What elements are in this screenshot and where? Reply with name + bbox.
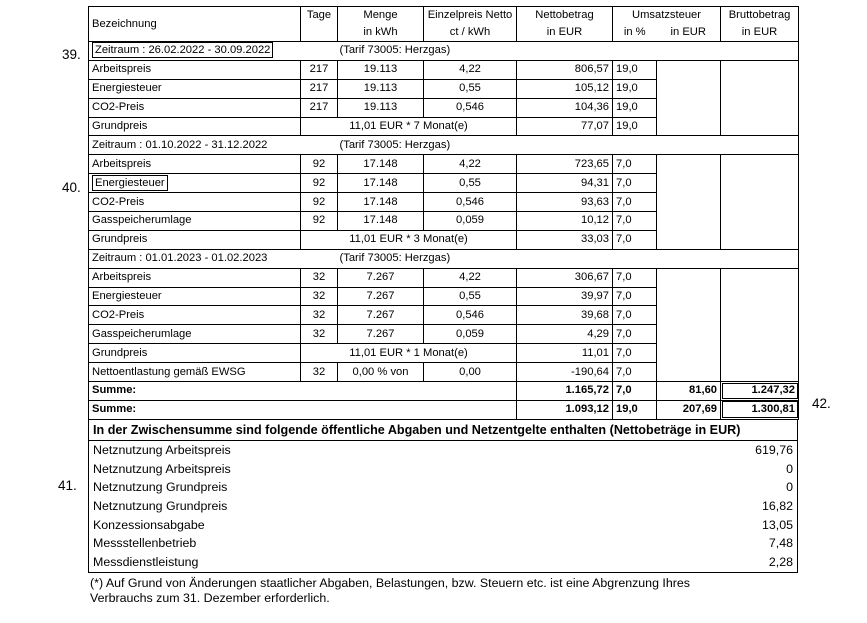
row-netto: 33,03 <box>517 230 613 249</box>
row-netto: 77,07 <box>517 117 613 136</box>
empty-cell <box>657 117 721 136</box>
row-ust: 19,0 <box>613 60 657 79</box>
list-item <box>89 497 797 516</box>
table-row <box>89 306 799 325</box>
row-menge: 7.267 <box>338 287 424 306</box>
header-ust-pct: in % <box>613 24 657 42</box>
row-preis: 4,22 <box>424 155 517 174</box>
row-preis: 0,546 <box>424 98 517 117</box>
summe-ust: 19,0 <box>613 400 657 419</box>
header-netto: Nettobetrag <box>517 7 613 25</box>
empty-cell <box>657 268 721 287</box>
row-netto: 104,36 <box>517 98 613 117</box>
marker-41: 41. <box>58 478 77 493</box>
grundpreis-row <box>89 117 799 136</box>
grundpreis-row <box>89 344 799 363</box>
empty-cell <box>657 306 721 325</box>
row-preis: 0,55 <box>424 79 517 98</box>
empty-cell <box>657 212 721 231</box>
empty-cell <box>657 155 721 174</box>
header-netto-unit: in EUR <box>517 24 613 42</box>
empty-cell <box>657 363 721 382</box>
row-ust: 7,0 <box>613 193 657 212</box>
row-tage: 92 <box>301 212 338 231</box>
row-netto: 11,01 <box>517 344 613 363</box>
abgabe-name: Konzessionsabgabe <box>93 517 205 532</box>
abgabe-value: 0 <box>786 461 793 476</box>
row-preis: 0,059 <box>424 325 517 344</box>
abgabe-value: 7,48 <box>768 536 793 551</box>
row-tage: 92 <box>301 155 338 174</box>
row-netto: 806,57 <box>517 60 613 79</box>
row-tage: 92 <box>301 174 338 193</box>
summe-label: Summe: <box>89 382 517 401</box>
period-tarif: (Tarif 73005: Herzgas) <box>301 136 799 155</box>
row-menge: 7.267 <box>338 325 424 344</box>
row-ust: 7,0 <box>613 363 657 382</box>
row-name: Energiesteuer <box>92 175 168 191</box>
row-ust: 7,0 <box>613 344 657 363</box>
row-tage: 92 <box>301 193 338 212</box>
footnote-line: (*) Auf Grund von Änderungen staatlicher Abgaben, Belastungen, bzw. Steuern etc. ist eine Abgrenzung Ihres <box>90 575 690 590</box>
header-einzelpreis: Einzelpreis Netto <box>424 7 517 25</box>
row-formel: 11,01 EUR * 7 Monat(e) <box>301 117 517 136</box>
empty-cell <box>721 287 799 306</box>
empty-cell <box>721 212 799 231</box>
row-menge: 7.267 <box>338 306 424 325</box>
row-name: Gasspeicherumlage <box>89 212 301 231</box>
row-ust: 7,0 <box>613 325 657 344</box>
table-row <box>89 155 799 174</box>
row-preis: 0,55 <box>424 287 517 306</box>
table-row <box>89 79 799 98</box>
summe-row <box>89 400 799 419</box>
row-name: Grundpreis <box>89 344 301 363</box>
row-tage: 217 <box>301 98 338 117</box>
abgabe-name: Messstellenbetrieb <box>93 536 197 551</box>
row-preis: 0,546 <box>424 193 517 212</box>
row-ust: 7,0 <box>613 230 657 249</box>
row-menge: 17.148 <box>338 174 424 193</box>
row-menge: 17.148 <box>338 155 424 174</box>
empty-cell <box>721 117 799 136</box>
empty-cell <box>657 98 721 117</box>
row-netto: 723,65 <box>517 155 613 174</box>
row-ust: 19,0 <box>613 79 657 98</box>
summe-brutto: 1.300,81 <box>721 400 799 419</box>
list-item <box>89 460 797 479</box>
empty-cell <box>721 193 799 212</box>
list-item <box>89 516 797 535</box>
row-netto: 4,29 <box>517 325 613 344</box>
abgabe-name: Netznutzung Grundpreis <box>93 498 228 513</box>
empty-cell <box>721 363 799 382</box>
row-menge: 0,00 % von <box>338 363 424 382</box>
row-netto: 39,97 <box>517 287 613 306</box>
row-tage: 32 <box>301 325 338 344</box>
abgabe-value: 13,05 <box>761 517 793 532</box>
table-row <box>89 325 799 344</box>
row-ust: 7,0 <box>613 174 657 193</box>
row-preis: 0,546 <box>424 306 517 325</box>
grundpreis-row <box>89 230 799 249</box>
row-tage: 32 <box>301 363 338 382</box>
period-zeitraum: Zeitraum : 01.01.2023 - 01.02.2023 <box>89 249 301 268</box>
list-item <box>89 478 797 497</box>
header-ust-eur: in EUR <box>657 24 721 42</box>
row-preis: 0,00 <box>424 363 517 382</box>
row-name: Nettoentlastung gemäß EWSG <box>89 363 301 382</box>
header-brutto-unit: in EUR <box>721 24 799 42</box>
row-netto: 94,31 <box>517 174 613 193</box>
empty-cell <box>721 79 799 98</box>
list-item <box>89 553 797 572</box>
row-tage: 217 <box>301 79 338 98</box>
row-name: Gasspeicherumlage <box>89 325 301 344</box>
marker-40: 40. <box>62 180 81 195</box>
table-row <box>89 193 799 212</box>
abgabe-name: Netznutzung Arbeitspreis <box>93 442 231 457</box>
marker-39: 39. <box>62 47 81 62</box>
empty-cell <box>721 174 799 193</box>
row-netto: 306,67 <box>517 268 613 287</box>
row-tage: 32 <box>301 306 338 325</box>
abgabe-value: 0 <box>786 480 793 495</box>
table-row <box>89 212 799 231</box>
table-row <box>89 287 799 306</box>
summe-ust: 7,0 <box>613 382 657 401</box>
invoice-sheet <box>88 6 798 606</box>
table-row <box>89 60 799 79</box>
row-netto: 105,12 <box>517 79 613 98</box>
empty-cell <box>657 230 721 249</box>
empty-cell <box>657 60 721 79</box>
empty-cell <box>721 268 799 287</box>
header-ust: Umsatzsteuer <box>613 7 721 25</box>
summe-brutto: 1.247,32 <box>721 382 799 401</box>
footnote-line: Verbrauchs zum 31. Dezember erforderlich. <box>90 590 330 605</box>
row-menge: 19.113 <box>338 79 424 98</box>
row-name: Arbeitspreis <box>89 155 301 174</box>
summe-ust-eur: 207,69 <box>657 400 721 419</box>
row-ust: 7,0 <box>613 212 657 231</box>
period-row <box>89 249 799 268</box>
empty-cell <box>721 60 799 79</box>
invoice-table <box>88 6 799 420</box>
period-zeitraum: Zeitraum : 01.10.2022 - 31.12.2022 <box>89 136 301 155</box>
row-menge: 17.148 <box>338 212 424 231</box>
summe-row <box>89 382 799 401</box>
header-bezeichnung: Bezeichnung <box>89 7 301 42</box>
row-menge: 17.148 <box>338 193 424 212</box>
row-ust: 7,0 <box>613 306 657 325</box>
row-preis: 0,55 <box>424 174 517 193</box>
header-einzelpreis-unit: ct / kWh <box>424 24 517 42</box>
abgabe-name: Netznutzung Arbeitspreis <box>93 461 231 476</box>
abgabe-name: Messdienstleistung <box>93 554 199 569</box>
empty-cell <box>721 306 799 325</box>
list-item <box>89 534 797 553</box>
summe-label: Summe: <box>89 400 517 419</box>
header-menge: Menge <box>338 7 424 25</box>
row-name: Grundpreis <box>89 230 301 249</box>
row-tage: 32 <box>301 268 338 287</box>
empty-cell <box>657 79 721 98</box>
row-tage: 32 <box>301 287 338 306</box>
row-menge: 19.113 <box>338 98 424 117</box>
abgaben-section <box>88 420 798 573</box>
row-ust: 19,0 <box>613 98 657 117</box>
table-row <box>89 98 799 117</box>
summe-netto: 1.165,72 <box>517 382 613 401</box>
header-menge-unit: in kWh <box>338 24 424 42</box>
period-zeitraum: Zeitraum : 26.02.2022 - 30.09.2022 <box>92 42 273 58</box>
abgabe-value: 16,82 <box>761 498 793 513</box>
row-name: Arbeitspreis <box>89 60 301 79</box>
period-tarif: (Tarif 73005: Herzgas) <box>301 249 799 268</box>
empty-cell <box>721 325 799 344</box>
row-netto: -190,64 <box>517 363 613 382</box>
row-name: CO2-Preis <box>89 193 301 212</box>
abgabe-value: 2,28 <box>768 554 793 569</box>
row-preis: 0,059 <box>424 212 517 231</box>
empty-cell <box>657 174 721 193</box>
summe-netto: 1.093,12 <box>517 400 613 419</box>
row-menge: 7.267 <box>338 268 424 287</box>
row-name: Grundpreis <box>89 117 301 136</box>
empty-cell <box>721 98 799 117</box>
row-name: CO2-Preis <box>89 98 301 117</box>
table-row <box>89 268 799 287</box>
marker-42: 42. <box>812 396 831 411</box>
header-tage: Tage <box>301 7 338 42</box>
empty-cell <box>657 325 721 344</box>
period-tarif: (Tarif 73005: Herzgas) <box>301 42 799 61</box>
list-item <box>89 441 797 460</box>
row-ust: 19,0 <box>613 117 657 136</box>
row-formel: 11,01 EUR * 3 Monat(e) <box>301 230 517 249</box>
table-row <box>89 174 799 193</box>
empty-cell <box>657 344 721 363</box>
row-name: CO2-Preis <box>89 306 301 325</box>
row-ust: 7,0 <box>613 287 657 306</box>
row-tage: 217 <box>301 60 338 79</box>
row-ust: 7,0 <box>613 155 657 174</box>
row-netto: 93,63 <box>517 193 613 212</box>
row-preis: 4,22 <box>424 268 517 287</box>
row-preis: 4,22 <box>424 60 517 79</box>
entlastung-row <box>89 363 799 382</box>
row-netto: 10,12 <box>517 212 613 231</box>
row-name: Energiesteuer <box>89 79 301 98</box>
abgabe-value: 619,76 <box>755 442 793 457</box>
empty-cell <box>721 230 799 249</box>
empty-cell <box>721 155 799 174</box>
abgaben-title: In der Zwischensumme sind folgende öffentliche Abgaben und Netzentgelte enthalten (Nettobeträge in EUR) <box>89 420 797 441</box>
empty-cell <box>657 287 721 306</box>
empty-cell <box>721 344 799 363</box>
row-formel: 11,01 EUR * 1 Monat(e) <box>301 344 517 363</box>
empty-cell <box>657 193 721 212</box>
footnote <box>88 573 798 606</box>
header-row-1 <box>89 7 799 25</box>
row-netto: 39,68 <box>517 306 613 325</box>
summe-ust-eur: 81,60 <box>657 382 721 401</box>
row-ust: 7,0 <box>613 268 657 287</box>
period-row <box>89 42 799 61</box>
period-row <box>89 136 799 155</box>
row-menge: 19.113 <box>338 60 424 79</box>
header-brutto: Bruttobetrag <box>721 7 799 25</box>
row-name: Energiesteuer <box>89 287 301 306</box>
abgabe-name: Netznutzung Grundpreis <box>93 480 228 495</box>
row-name: Arbeitspreis <box>89 268 301 287</box>
